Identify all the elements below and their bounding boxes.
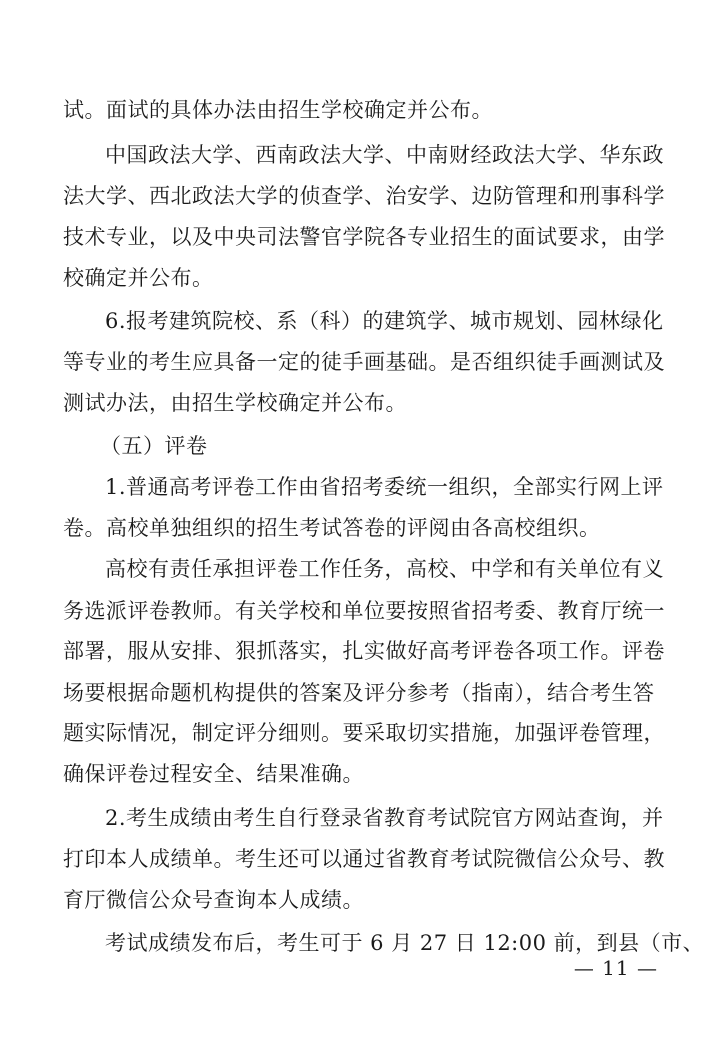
text-line: 考试成绩发布后，考生可于 6 月 27 日 12:00 前，到县（市、 — [105, 931, 705, 955]
text-line: 题实际情况，制定评分细则。要采取切实措施，加强评卷管理， — [63, 721, 665, 745]
text-line: 确保评卷过程安全、结果准确。 — [63, 762, 364, 786]
text-line: 校确定并公布。 — [63, 266, 214, 290]
text-line: 务选派评卷教师。有关学校和单位要按照省招考委、教育厅统一 — [63, 599, 665, 623]
text-line: 打印本人成绩单。考生还可以通过省教育考试院微信公众号、教 — [63, 847, 665, 871]
text-line: 试。面试的具体办法由招生学校确定并公布。 — [63, 98, 493, 122]
text-line: 场要根据命题机构提供的答案及评分参考（指南），结合考生答 — [63, 681, 655, 705]
page-number: — 11 — — [573, 956, 658, 980]
text-line: 测试办法，由招生学校确定并公布。 — [63, 391, 407, 415]
text-line: 2.考生成绩由考生自行登录省教育考试院官方网站查询，并 — [105, 806, 664, 830]
text-line: 等专业的考生应具备一定的徒手画基础。是否组织徒手画测试及 — [63, 350, 665, 374]
text-line: 部署，服从安排、狠抓落实，扎实做好高考评卷各项工作。评卷 — [63, 639, 665, 663]
text-line: 卷。高校单独组织的招生考试答卷的评阅由各高校组织。 — [63, 516, 601, 540]
section-heading: （五）评卷 — [100, 434, 208, 458]
text-line: 6.报考建筑院校、系（科）的建筑学、城市规划、园林绿化 — [105, 309, 664, 333]
text-line: 法大学、西北政法大学的侦查学、治安学、边防管理和刑事科学 — [63, 184, 665, 208]
text-line: 高校有责任承担评卷工作任务，高校、中学和有关单位有义 — [105, 557, 664, 581]
text-line: 1.普通高考评卷工作由省招考委统一组织，全部实行网上评 — [105, 475, 664, 499]
text-line: 育厅微信公众号查询本人成绩。 — [63, 888, 364, 912]
text-line: 中国政法大学、西南政法大学、中南财经政法大学、华东政 — [105, 143, 664, 167]
text-line: 技术专业，以及中央司法警官学院各专业招生的面试要求，由学 — [63, 225, 665, 249]
